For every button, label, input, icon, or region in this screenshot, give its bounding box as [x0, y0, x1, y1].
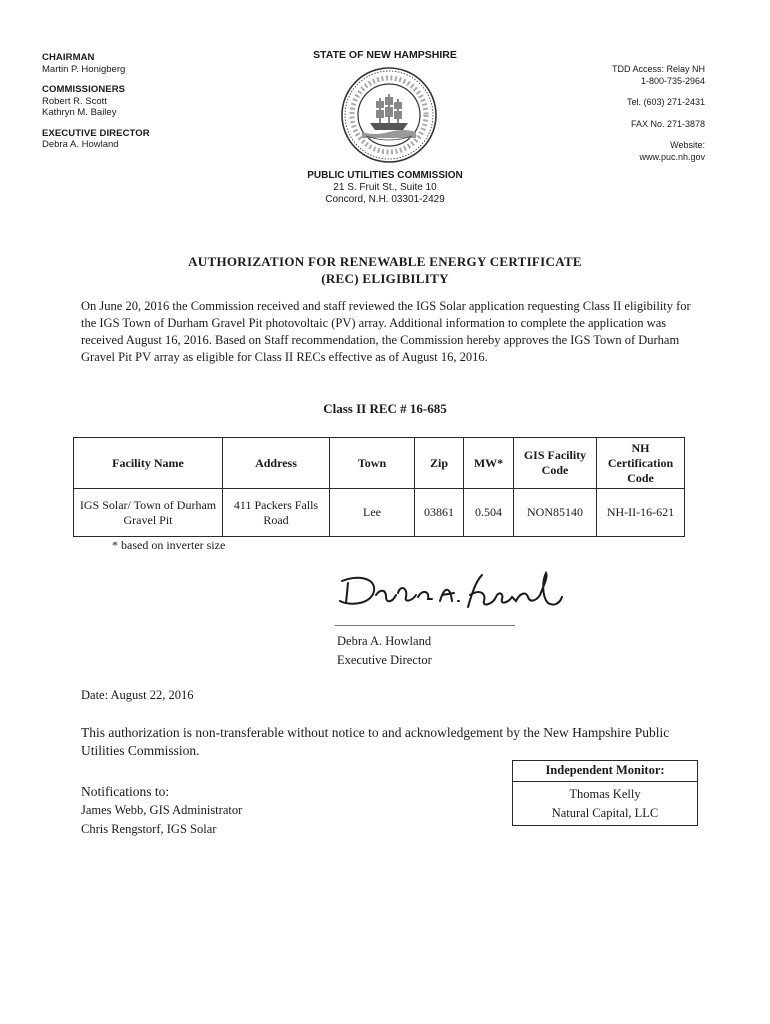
agency-address-line1: 21 S. Fruit St., Suite 10: [333, 182, 437, 193]
col-gis-code: GIS Facility Code: [514, 438, 597, 489]
executive-block: [42, 128, 150, 151]
col-mw: MW*: [464, 438, 514, 489]
col-nh-code: NH Certification Code: [597, 438, 685, 489]
signature-line: [335, 625, 515, 626]
commissioners-block: [42, 84, 150, 119]
website-link[interactable]: www.puc.nh.gov: [639, 151, 705, 162]
cell-address: 411 Packers Falls Road: [223, 489, 330, 537]
monitor-name: Thomas Kelly: [569, 787, 641, 801]
cell-nh-code: NH-II-16-621: [597, 489, 685, 537]
commissioner-name: Robert R. Scott: [42, 95, 107, 107]
executive-name: Debra A. Howland: [42, 139, 119, 150]
state-seal-icon: [340, 66, 438, 164]
header-officials: [42, 52, 150, 160]
document-title: [0, 253, 770, 287]
agency-name: PUBLIC UTILITIES COMMISSION: [307, 170, 463, 181]
commissioners-title: COMMISSIONERS: [42, 84, 126, 95]
cell-gis-code: NON85140: [514, 489, 597, 537]
notification-recipient: James Webb, GIS Administrator: [81, 803, 243, 817]
executive-title: EXECUTIVE DIRECTOR: [42, 127, 150, 139]
commissioner-name: Kathryn M. Bailey: [42, 107, 117, 118]
contact-block: [600, 64, 705, 163]
rec-class-number: Class II REC # 16-685: [323, 401, 447, 416]
table-row: [74, 489, 685, 537]
title-line-1: AUTHORIZATION FOR RENEWABLE ENERGY CERTIFICATE: [188, 254, 582, 269]
signer-block: [337, 632, 432, 670]
title-line-2: (REC) ELIGIBILITY: [321, 271, 449, 286]
col-zip: Zip: [415, 438, 464, 489]
cell-town: Lee: [330, 489, 415, 537]
fax: FAX No. 271-3878: [630, 118, 705, 129]
cell-facility-name: IGS Solar/ Town of Durham Gravel Pit: [74, 489, 223, 537]
tdd-number: 1-800-735-2964: [640, 75, 705, 86]
col-address: Address: [223, 438, 330, 489]
chairman-title: CHAIRMAN: [42, 52, 95, 63]
chairman-name: Martin P. Honigberg: [42, 63, 126, 75]
signer-name: Debra A. Howland: [337, 634, 432, 648]
non-transferable-notice: This authorization is non-transferable without notice to and acknowledgement by the New Hampshire Public Utilities Commission.: [81, 725, 670, 758]
col-facility-name: Facility Name: [74, 438, 223, 489]
notification-recipient: Chris Rengstorf, IGS Solar: [81, 822, 217, 836]
table-header-row: [74, 438, 685, 489]
notifications-heading: Notifications to:: [81, 784, 170, 799]
agency-address-line2: Concord, N.H. 03301-2429: [325, 194, 445, 205]
state-heading: STATE OF NEW HAMPSHIRE: [313, 49, 457, 61]
tdd-label: TDD Access: Relay NH: [611, 64, 705, 74]
telephone: Tel. (603) 271-2431: [626, 97, 705, 107]
monitor-details: [513, 782, 697, 825]
table-footnote: * based on inverter size: [112, 538, 226, 552]
cell-zip: 03861: [415, 489, 464, 537]
monitor-heading: Independent Monitor:: [513, 761, 697, 782]
body-paragraph: On June 20, 2016 the Commission received and staff reviewed the IGS Solar application requesting Class II eligibility for the IGS Town of Durham Gravel Pit photovoltaic (PV) array. Additional information to complete the application was received August 16, 2016. Based on Staff recommendation, the Commission hereby approves the IGS Town of Durham Gravel Pit PV array as eligible for Class II RECs effective as of August 16, 2016.: [81, 299, 691, 364]
handwritten-signature: [336, 567, 566, 617]
cell-mw: 0.504: [464, 489, 514, 537]
col-town: Town: [330, 438, 415, 489]
website-label: Website:: [670, 140, 705, 150]
agency-block: [0, 170, 770, 206]
notifications-block: [81, 782, 242, 839]
independent-monitor-box: [512, 760, 698, 826]
signer-title: Executive Director: [337, 653, 432, 667]
monitor-company: Natural Capital, LLC: [551, 806, 659, 820]
facility-table: [73, 437, 685, 537]
document-date: Date: August 22, 2016: [81, 688, 194, 702]
